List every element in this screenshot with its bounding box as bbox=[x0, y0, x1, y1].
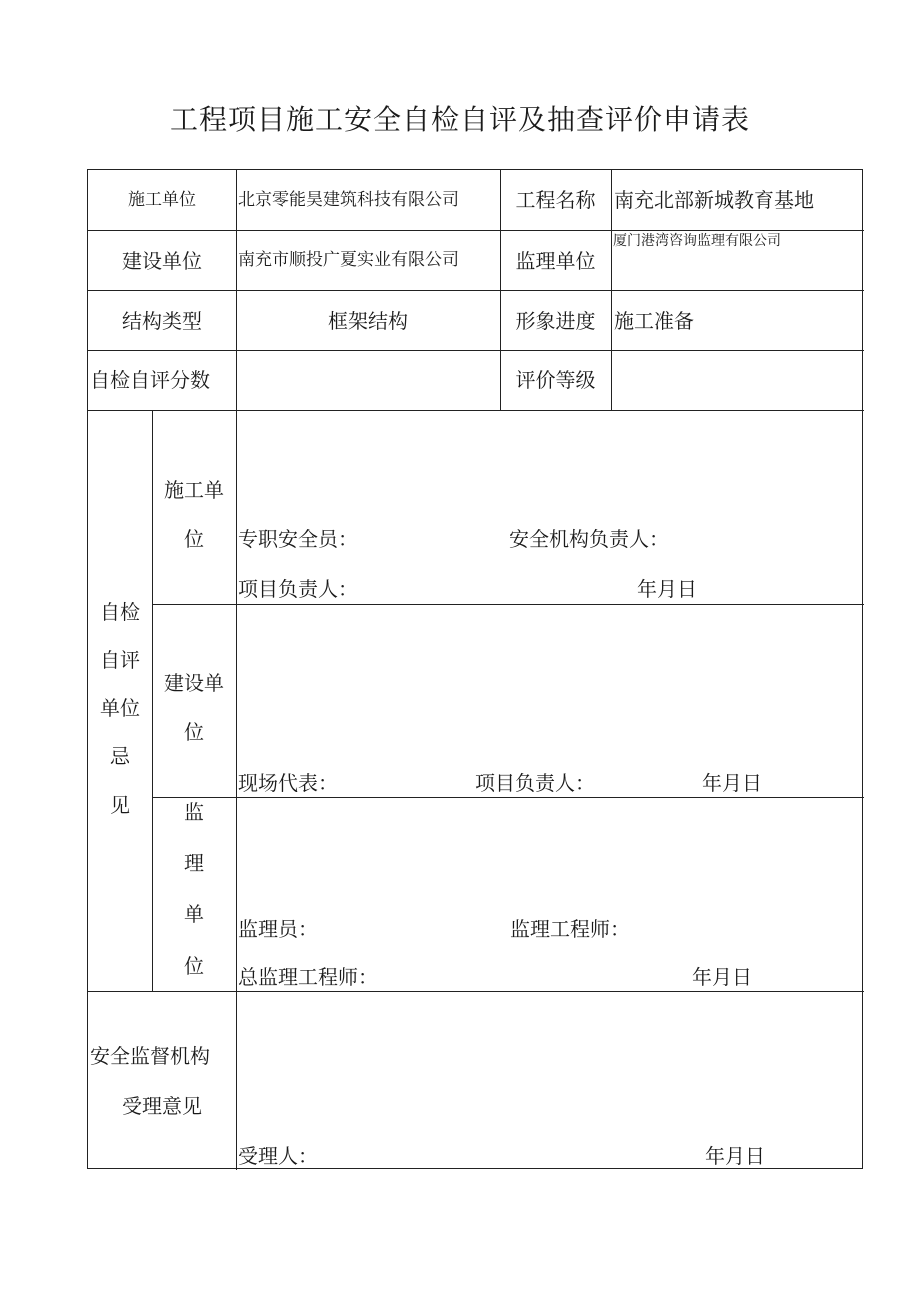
supervision-date: 年月日 bbox=[692, 965, 752, 989]
construction-unit-label: 施工单位 bbox=[128, 190, 196, 210]
grade-label: 评价等级 bbox=[515, 368, 596, 392]
row-divider bbox=[88, 410, 864, 411]
site-rep-signature: 现场代表： bbox=[238, 771, 338, 795]
opinion-label-line: 自评 bbox=[100, 648, 140, 672]
agency-date: 年月日 bbox=[705, 1144, 765, 1168]
row-divider bbox=[152, 604, 864, 605]
supervision-unit-value: 厦门港湾咨询监理有限公司 bbox=[613, 233, 781, 249]
structure-type-label: 结构类型 bbox=[122, 309, 202, 333]
column-divider bbox=[611, 170, 612, 410]
safety-officer-signature: 专职安全员： bbox=[238, 527, 358, 551]
builder-unit-value: 南充市顺投广夏实业有限公司 bbox=[238, 250, 459, 270]
construction-date: 年月日 bbox=[637, 577, 697, 601]
supervisor-signature: 监理员： bbox=[238, 917, 318, 941]
progress-value: 施工准备 bbox=[614, 309, 694, 333]
supervision-opinion-label-line: 位 bbox=[184, 954, 204, 978]
progress-label: 形象进度 bbox=[515, 309, 596, 333]
supervision-engineer-signature: 监理工程师： bbox=[510, 917, 630, 941]
builder-unit-label: 建设单位 bbox=[122, 249, 202, 273]
row-divider bbox=[88, 230, 864, 231]
supervision-unit-label: 监理单位 bbox=[515, 249, 596, 273]
project-name-value: 南充北部新城教育基地 bbox=[614, 188, 814, 212]
project-name-label: 工程名称 bbox=[515, 188, 596, 212]
safety-head-signature: 安全机构负责人： bbox=[509, 527, 669, 551]
builder-project-leader-signature: 项目负责人： bbox=[475, 771, 595, 795]
row-divider bbox=[88, 991, 864, 992]
opinion-label-line: 见 bbox=[110, 793, 130, 817]
construction-opinion-label-line: 施工单 bbox=[164, 478, 224, 502]
receiver-signature: 受理人： bbox=[238, 1144, 318, 1168]
construction-unit-value: 北京零能昊建筑科技有限公司 bbox=[238, 190, 459, 210]
opinion-label-line: 自检 bbox=[100, 600, 140, 624]
opinion-label-line: 忌 bbox=[110, 744, 130, 768]
self-score-label: 自检自评分数 bbox=[90, 368, 210, 392]
row-divider bbox=[152, 797, 864, 798]
agency-label-line: 安全监督机构 bbox=[90, 1044, 210, 1068]
supervision-opinion-label-line: 理 bbox=[184, 851, 204, 875]
row-divider bbox=[88, 350, 864, 351]
agency-label-line: 受理意见 bbox=[122, 1094, 202, 1118]
chief-engineer-signature: 总监理工程师： bbox=[238, 965, 378, 989]
row-divider bbox=[88, 290, 864, 291]
supervision-opinion-label-line: 单 bbox=[184, 902, 204, 926]
construction-project-leader-signature: 项目负责人： bbox=[238, 577, 358, 601]
supervision-opinion-label-line: 监 bbox=[184, 800, 204, 824]
page-title: 工程项目施工安全自检自评及抽查评价申请表 bbox=[169, 103, 750, 136]
structure-type-value: 框架结构 bbox=[328, 309, 408, 333]
opinion-label-line: 单位 bbox=[100, 696, 140, 720]
construction-opinion-label-line: 位 bbox=[184, 527, 204, 551]
builder-opinion-label-line: 建设单 bbox=[164, 671, 224, 695]
builder-date: 年月日 bbox=[702, 771, 762, 795]
builder-opinion-label-line: 位 bbox=[184, 720, 204, 744]
application-form bbox=[87, 169, 863, 1169]
